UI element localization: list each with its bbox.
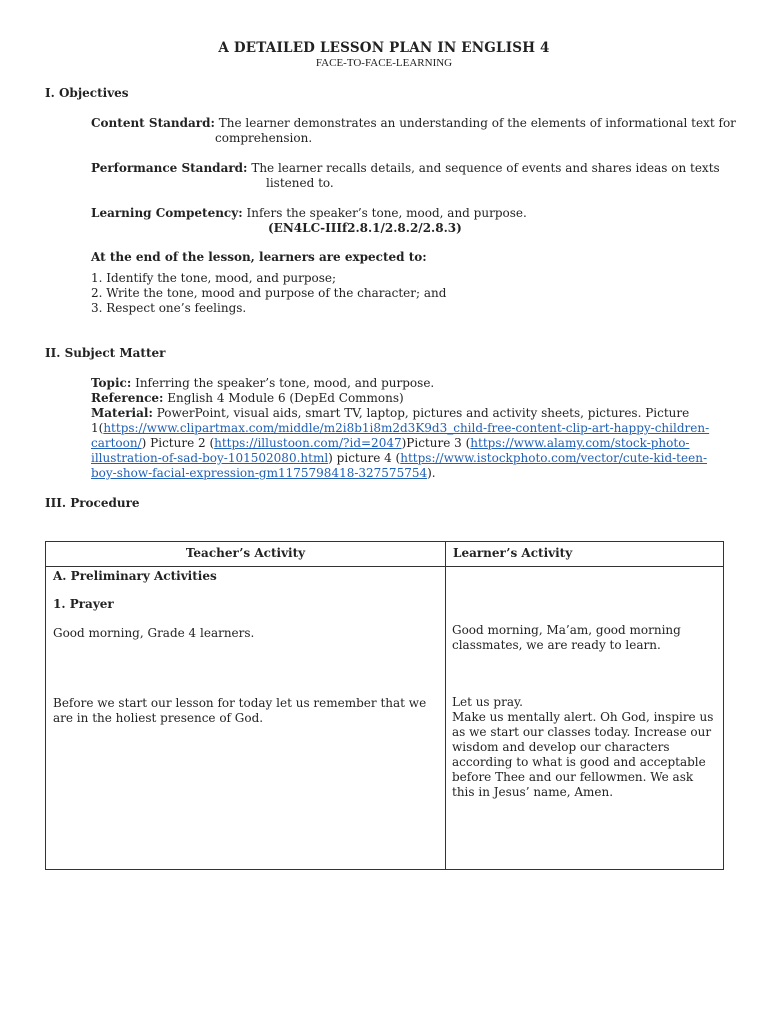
material-text: PowerPoint, visual aids, smart TV, laptop, pictures and activity sheets, pictures. Picture: [156, 406, 690, 420]
document-subtitle: FACE-TO-FACE-LEARNING: [315, 57, 453, 69]
material-links-line1: [91, 421, 709, 436]
list-item: 3. Respect one’s feelings.: [91, 301, 247, 315]
content-standard-text: The learner demonstrates an understanding of the elements of informational text for: [218, 116, 736, 130]
picture-3-link-cont[interactable]: illustration-of-sad-boy-101502080.html: [91, 451, 329, 465]
learner-prayer-line: before Thee and our fellowmen. We ask: [452, 770, 694, 784]
performance-standard-text: The learner recalls details, and sequence of events and shares ideas on texts: [251, 161, 720, 175]
table-header-row: [46, 542, 724, 567]
picture-4-link-cont[interactable]: boy-show-facial-expression-gm1175798418-327575754: [91, 466, 428, 480]
picture-2-link[interactable]: https://illustoon.com/?id=2047: [214, 436, 402, 450]
learner-activity-cell: [446, 567, 724, 870]
learner-prayer: [452, 695, 713, 800]
picture-4-suffix: ).: [427, 466, 436, 480]
preliminary-activities-heading: A. Preliminary Activities: [53, 569, 217, 583]
document-title: A DETAILED LESSON PLAN IN ENGLISH 4: [218, 40, 550, 56]
learner-activity-header: Learner’s Activity: [446, 542, 724, 567]
learner-prayer-line: Let us pray.: [452, 695, 523, 709]
list-item: 2. Write the tone, mood and purpose of the character; and: [91, 286, 447, 300]
material-links-line4: [91, 466, 436, 481]
procedure-table: [45, 541, 724, 870]
material-label: Material:: [91, 406, 153, 420]
learner-prayer-line: wisdom and develop our characters: [452, 740, 670, 754]
list-item: 1. Identify the tone, mood, and purpose;: [91, 271, 337, 285]
topic-text: Inferring the speaker’s tone, mood, and purpose.: [135, 376, 435, 390]
picture-2-prefix: ) Picture 2 (: [141, 436, 215, 450]
learner-prayer-line: as we start our classes today. Increase our: [452, 725, 712, 739]
learner-prayer-line: according to what is good and acceptable: [452, 755, 706, 769]
learner-greeting-line-2: classmates, we are ready to learn.: [452, 638, 661, 652]
performance-standard-label: Performance Standard:: [91, 161, 248, 175]
table-row: [46, 567, 724, 870]
teacher-activity-header: Teacher’s Activity: [46, 542, 446, 567]
material-links-line3: [91, 451, 707, 466]
material-links-line2: [91, 436, 689, 451]
picture-1-prefix: 1(: [91, 421, 104, 435]
teacher-activity-cell: [46, 567, 446, 870]
reference-label: Reference:: [91, 391, 164, 405]
picture-1-link[interactable]: https://www.clipartmax.com/middle/m2i8b1i8m2d3K9d3_child-free-content-clip-art-happy-children-: [103, 421, 710, 435]
performance-standard-text-cont: listened to.: [266, 176, 334, 190]
learning-competency-text: Infers the speaker’s tone, mood, and purpose.: [246, 206, 527, 220]
picture-3-prefix: )Picture 3 (: [401, 436, 471, 450]
teacher-prayer-line-1: Before we start our lesson for today let us remember that we: [53, 696, 427, 710]
picture-4-link[interactable]: https://www.istockphoto.com/vector/cute-kid-teen-: [400, 451, 707, 465]
teacher-greeting: Good morning, Grade 4 learners.: [53, 626, 255, 640]
expected-outcomes-heading: At the end of the lesson, learners are expected to:: [91, 250, 427, 264]
performance-standard: [91, 161, 720, 176]
topic-line: [91, 376, 434, 391]
content-standard: [91, 116, 736, 131]
learning-competency: [91, 206, 527, 221]
learning-competency-label: Learning Competency:: [91, 206, 243, 220]
reference-text: English 4 Module 6 (DepEd Commons): [167, 391, 404, 405]
learner-prayer-line: Make us mentally alert. Oh God, inspire us: [452, 710, 714, 724]
competency-code: (EN4LC-IIIf2.8.1/2.8.2/2.8.3): [268, 221, 462, 235]
content-standard-text-cont: comprehension.: [215, 131, 313, 145]
learner-greeting-line-1: Good morning, Ma’am, good morning: [452, 623, 681, 637]
learner-prayer-line: this in Jesus’ name, Amen.: [452, 785, 614, 799]
subject-matter-heading: II. Subject Matter: [45, 346, 166, 360]
picture-1-link-cont[interactable]: cartoon/: [91, 436, 142, 450]
picture-3-link[interactable]: https://www.alamy.com/stock-photo-: [470, 436, 690, 450]
topic-label: Topic:: [91, 376, 132, 390]
objectives-heading: I. Objectives: [45, 86, 129, 100]
picture-4-prefix: ) picture 4 (: [328, 451, 401, 465]
objectives-list: [91, 271, 446, 316]
content-standard-label: Content Standard:: [91, 116, 215, 130]
reference-line: [91, 391, 404, 406]
procedure-heading: III. Procedure: [45, 496, 140, 510]
material-line: [91, 406, 689, 421]
prayer-heading: 1. Prayer: [53, 597, 114, 611]
teacher-prayer-line-2: are in the holiest presence of God.: [53, 711, 264, 725]
